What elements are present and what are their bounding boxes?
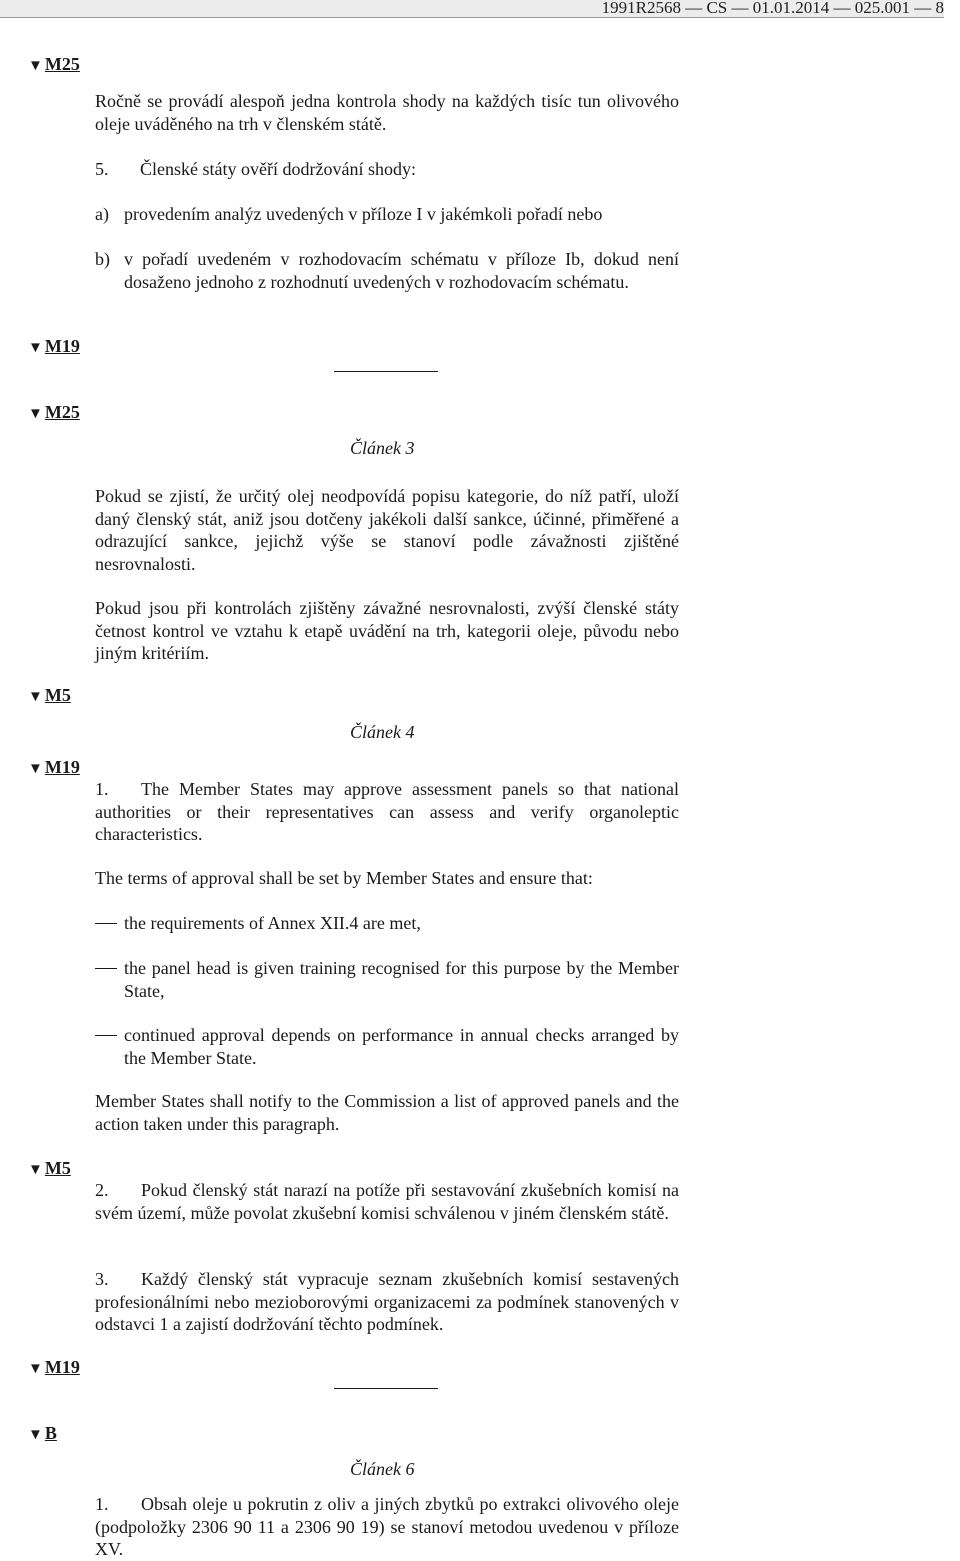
document-header bbox=[0, 0, 944, 18]
triangle-down-icon: ▼ bbox=[28, 406, 43, 422]
article-3-paragraph-2: Pokud jsou při kontrolách zjištěny závažné nesrovnalosti, zvýší členské státy četnost kontrol ve vztahu k etapě uvádění na trh, kategorii oleje, původu nebo jiným kritériím. bbox=[95, 598, 679, 663]
terms-of-approval: The terms of approval shall be set by Member States and ensure that: bbox=[95, 868, 593, 888]
article-6-paragraph-1-text: Obsah oleje u pokrutin z oliv a jiných zbytků po extrakci olivového oleje (podpoložky 2306 90 11 a 2306 90 19) se stanoví metodou uvedenou v příloze XV. bbox=[95, 1494, 679, 1559]
item-b: v pořadí uvedeném v rozhodovacím schématu v příloze Ib, dokud není dosaženo jednoho z rozhodnutí uvedených v rozhodovacím schématu. bbox=[124, 249, 679, 292]
paragraph-5: Členské státy ověří dodržování shody: bbox=[140, 159, 416, 179]
article-4-paragraph-1 bbox=[95, 778, 679, 846]
marker-code: M19 bbox=[44, 1357, 80, 1377]
amendment-marker-b[interactable] bbox=[28, 1423, 57, 1445]
article-6-title: Článek 6 bbox=[350, 1459, 415, 1479]
article-3-paragraph-1: Pokud se zjistí, že určitý olej neodpovídá popisu kategorie, do níž patří, uloží daný členský stát, aniž jsou dotčeny jakékoli další sankce, účinné, přiměřené a odrazující sankce, jejichž výše se stanoví podle závažnosti zjištěné nesrovnalosti. bbox=[95, 486, 679, 574]
amendment-marker-m25[interactable] bbox=[28, 54, 80, 76]
header-reference: 1991R2568 — CS — 01.01.2014 — 025.001 — 8 bbox=[601, 0, 944, 17]
article-4-title: Článek 4 bbox=[350, 722, 415, 742]
paragraph-number: 1. bbox=[95, 1494, 109, 1514]
article-3-title: Článek 3 bbox=[350, 438, 415, 458]
article-4-paragraph-3-text: Každý členský stát vypracuje seznam zkušebních komisí sestavených profesionálními nebo mezioborovými organizacemi za podmínek stanovených v odstavci 1 a zajistí dodržování těchto podmínek. bbox=[95, 1269, 679, 1334]
paragraph-number: 3. bbox=[95, 1269, 109, 1289]
amendment-marker-m5[interactable] bbox=[28, 685, 71, 707]
notification-paragraph: Member States shall notify to the Commission a list of approved panels and the action taken under this paragraph. bbox=[95, 1091, 679, 1134]
item-label: b) bbox=[95, 249, 110, 269]
marker-code: M19 bbox=[44, 336, 80, 356]
article-4-paragraph-3 bbox=[95, 1268, 679, 1336]
article-4-paragraph-1-text: The Member States may approve assessment panels so that national authorities or their representatives can assess and verify organoleptic characteristics. bbox=[95, 779, 679, 844]
item-a: provedením analýz uvedených v příloze I v jakémkoli pořadí nebo bbox=[124, 204, 603, 224]
amendment-marker-m19[interactable] bbox=[28, 757, 80, 779]
paragraph-number: 5. bbox=[95, 159, 109, 179]
dash-marker bbox=[95, 968, 117, 969]
marker-code: B bbox=[44, 1423, 57, 1443]
article-4-paragraph-2-text: Pokud členský stát narazí na potíže při sestavování zkušebních komisí na svém území, může povolat zkušební komisi schválenou v jiném členském státě. bbox=[95, 1180, 679, 1223]
amendment-marker-m25[interactable] bbox=[28, 402, 80, 424]
condition-3: continued approval depends on performance in annual checks arranged by the Member State. bbox=[124, 1025, 679, 1068]
triangle-down-icon: ▼ bbox=[28, 1427, 43, 1443]
condition-2: the panel head is given training recognised for this purpose by the Member State, bbox=[124, 958, 679, 1001]
marker-code: M19 bbox=[44, 757, 80, 777]
dash-marker bbox=[95, 923, 117, 924]
dash-marker bbox=[95, 1035, 117, 1036]
marker-code: M25 bbox=[44, 54, 80, 74]
triangle-down-icon: ▼ bbox=[28, 58, 43, 74]
paragraph-annual-checks: Ročně se provádí alespoň jedna kontrola shody na každých tisíc tun olivového oleje uváděného na trh v členském státě. bbox=[95, 91, 679, 134]
paragraph-number: 1. bbox=[95, 779, 109, 799]
triangle-down-icon: ▼ bbox=[28, 1361, 43, 1377]
separator-rule bbox=[334, 1388, 438, 1389]
amendment-marker-m19[interactable] bbox=[28, 336, 80, 358]
triangle-down-icon: ▼ bbox=[28, 761, 43, 777]
triangle-down-icon: ▼ bbox=[28, 340, 43, 356]
triangle-down-icon: ▼ bbox=[28, 689, 43, 705]
article-4-paragraph-2 bbox=[95, 1179, 679, 1224]
article-6-paragraph-1 bbox=[95, 1493, 679, 1561]
triangle-down-icon: ▼ bbox=[28, 1162, 43, 1178]
marker-code: M5 bbox=[44, 685, 71, 705]
separator-rule bbox=[334, 371, 438, 372]
marker-code: M5 bbox=[44, 1158, 71, 1178]
amendment-marker-m19[interactable] bbox=[28, 1357, 80, 1379]
marker-code: M25 bbox=[44, 402, 80, 422]
amendment-marker-m5[interactable] bbox=[28, 1158, 71, 1180]
condition-1: the requirements of Annex XII.4 are met, bbox=[124, 913, 421, 933]
paragraph-number: 2. bbox=[95, 1180, 109, 1200]
item-label: a) bbox=[95, 204, 109, 224]
